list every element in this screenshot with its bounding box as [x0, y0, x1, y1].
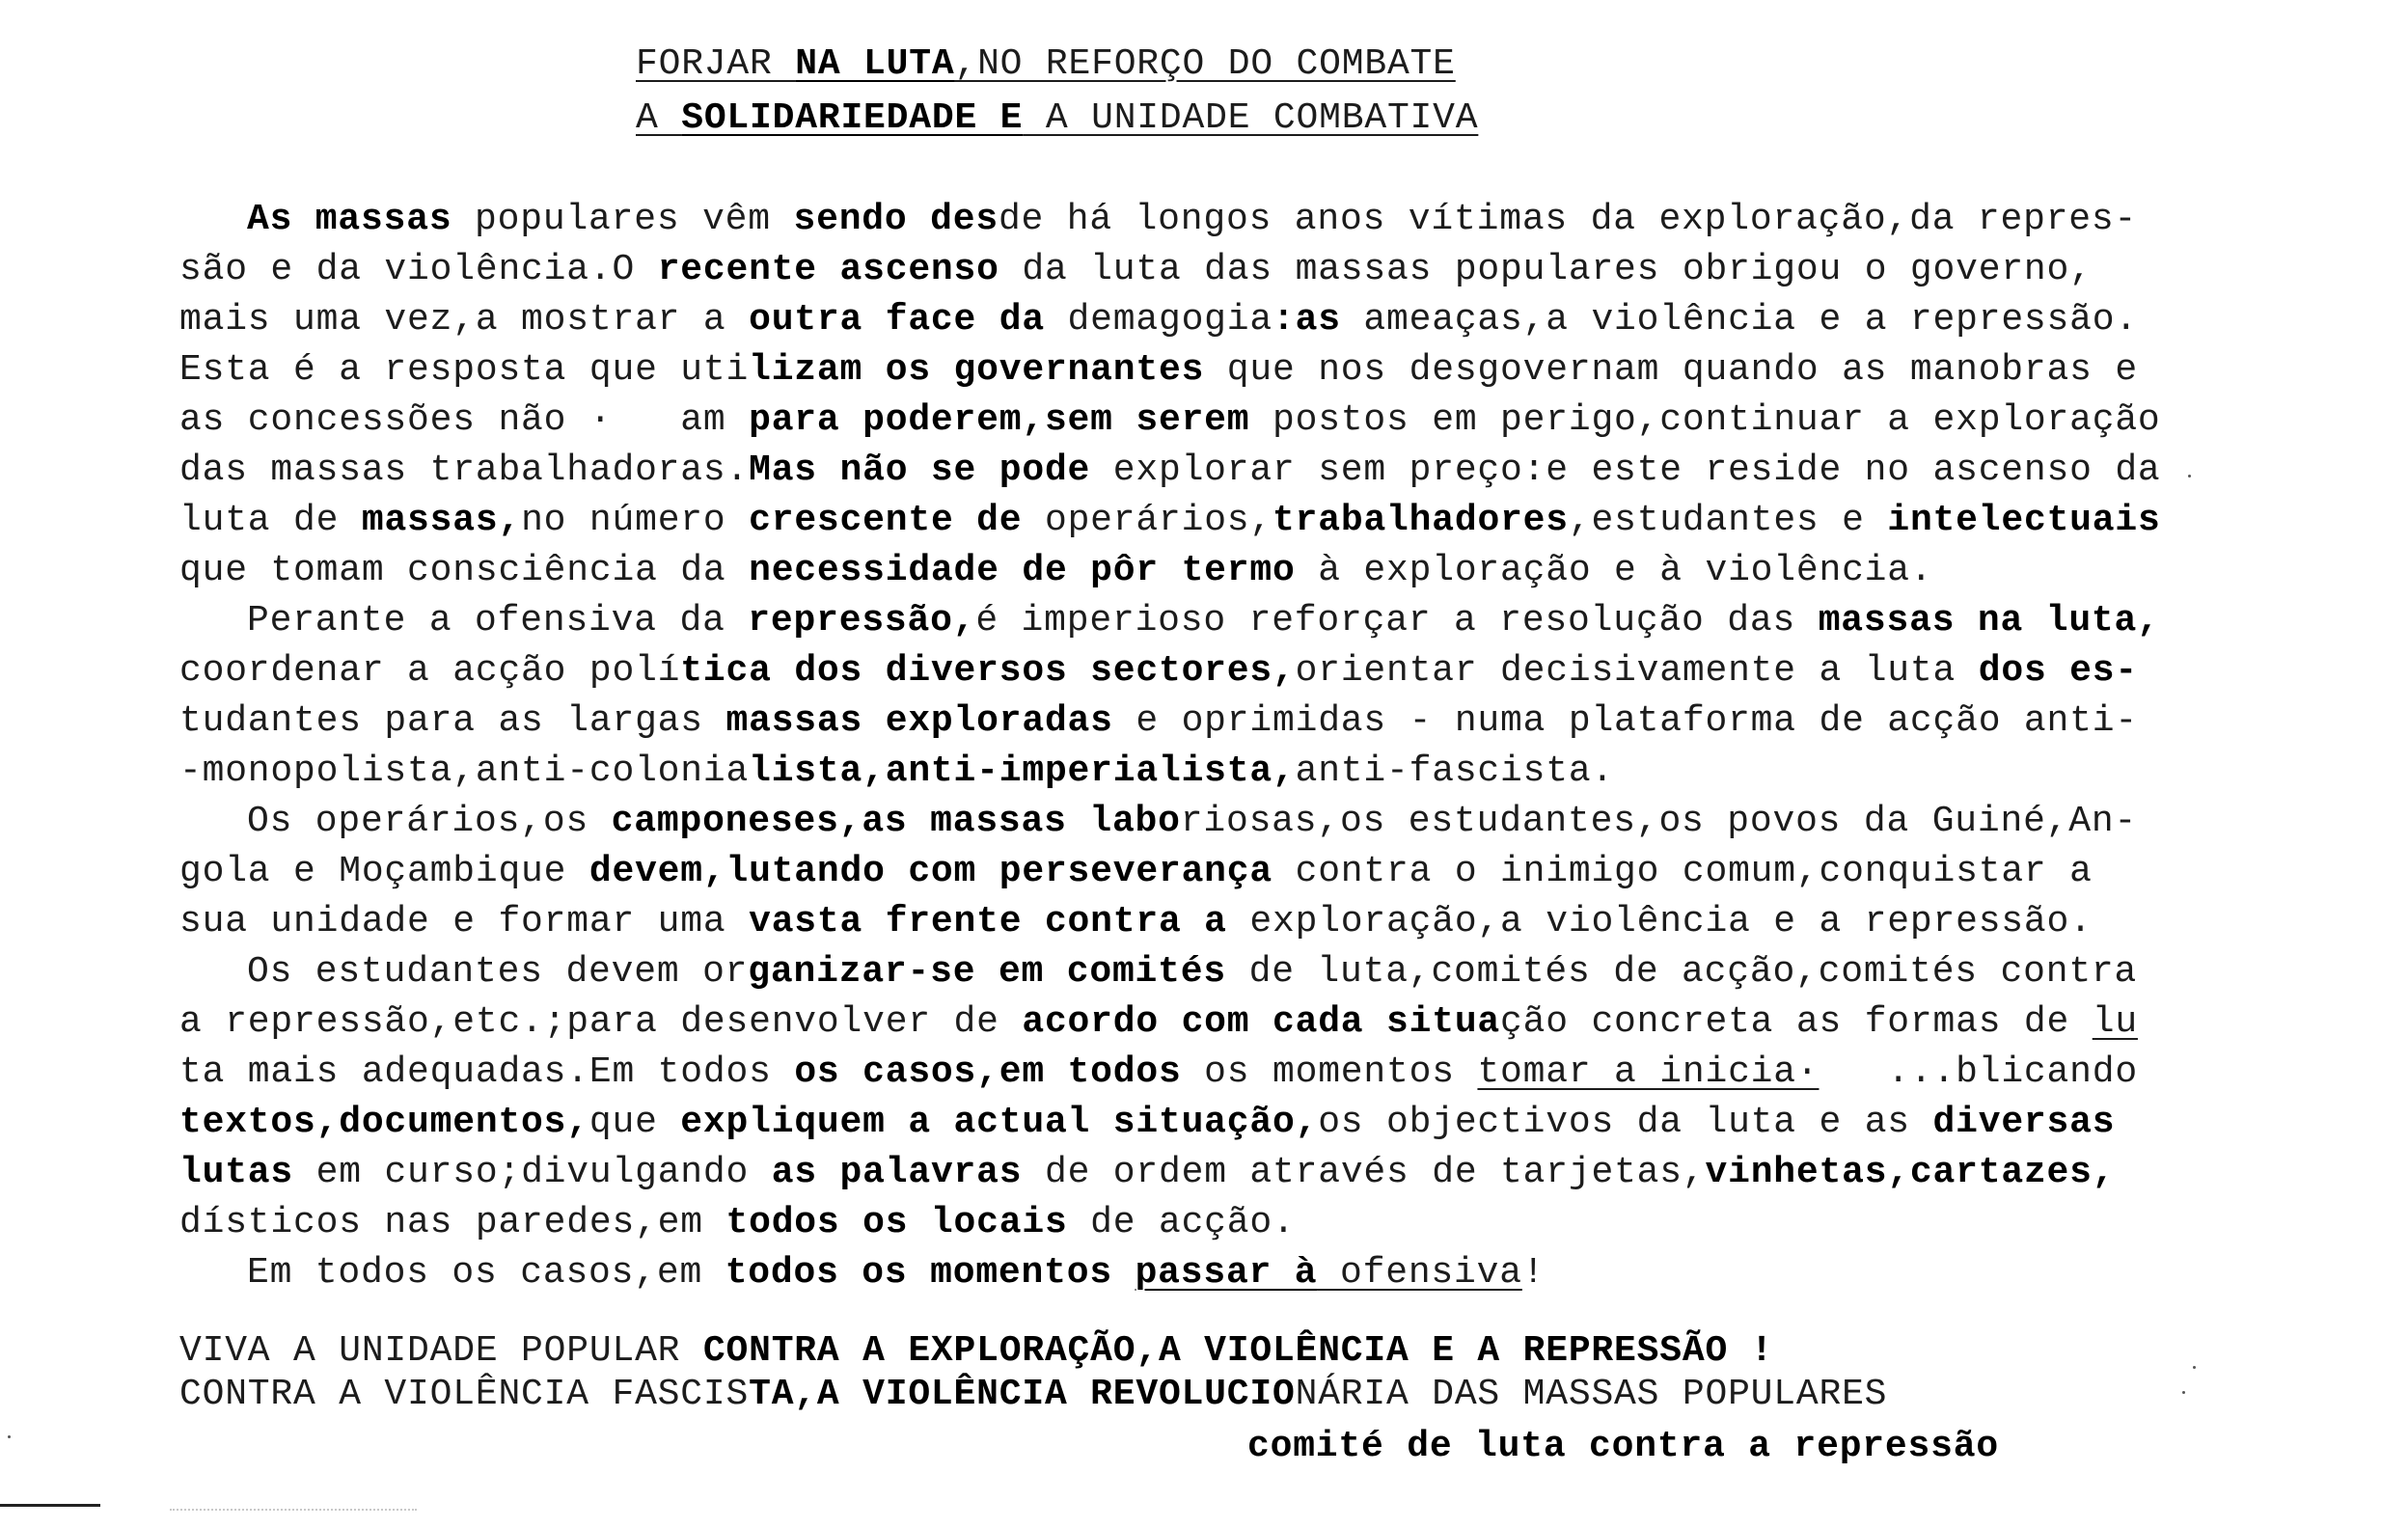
document-body — [179, 195, 2161, 1298]
paragraph-5 — [179, 1248, 2161, 1298]
text-run: é imperioso reforçar a resolução das — [975, 600, 1819, 641]
text-run: a repressão,etc.;para desenvolver de — [179, 1001, 1023, 1043]
text-run: Perante a ofensiva da — [247, 600, 749, 641]
text-run: em curso;divulgando — [293, 1152, 772, 1193]
scan-mark-line — [0, 1504, 100, 1507]
paragraph-1 — [179, 195, 2161, 596]
underlined-text: ,NO REFORÇO DO COMBATE — [954, 43, 1456, 85]
text-run: gola e Moçambique — [179, 851, 589, 892]
bold-text: repressão, — [748, 600, 976, 641]
body-line — [179, 496, 2161, 546]
text-run: luta de — [179, 500, 362, 541]
closing-slogans — [179, 1329, 1887, 1416]
slogan-line — [179, 1329, 1887, 1373]
text-run: exploração,a violência e a repressão. — [1226, 901, 2093, 942]
text-run: dísticos nas paredes,em — [179, 1202, 726, 1243]
text-run: de ordem através de tarjetas, — [1022, 1152, 1706, 1193]
bold-text: expliquem a actual situação, — [680, 1102, 1319, 1143]
scan-mark-dot — [2193, 1366, 2196, 1369]
bold-text: para poderem,sem serem — [749, 399, 1250, 441]
bold-text: lista,anti-imperialista, — [749, 750, 1296, 792]
body-line — [179, 947, 2161, 997]
scan-mark-dot — [2188, 475, 2191, 478]
underlined-text: ofensiva — [1317, 1252, 1522, 1294]
text-run: de luta,comités de acção,comités contra — [1225, 951, 2138, 993]
body-line — [179, 596, 2161, 646]
bold-text: acordo com cada situa — [1022, 1001, 1501, 1043]
bold-text: trabalhadores — [1272, 500, 1569, 541]
text-run: orientar decisivamente a luta — [1295, 650, 1979, 692]
text-run: da luta das massas populares obrigou o governo, — [999, 249, 2093, 290]
text-run: populares vêm — [452, 199, 794, 240]
text-run: demagogia — [1044, 299, 1272, 341]
text-run: as concessões não · am — [179, 399, 750, 441]
body-line — [179, 1248, 2161, 1298]
text-run: ...blicando — [1819, 1051, 2138, 1093]
text-run: Esta é a resposta que uti — [179, 349, 750, 391]
underlined-text: FORJAR — [636, 43, 796, 85]
underlined-text: passar à — [1135, 1252, 1318, 1294]
document-title — [636, 38, 1478, 146]
text-run: ! — [1521, 1252, 1546, 1294]
bold-text: CONTRA A EXPLORAÇÃO,A VIOLÊNCIA E A REPRESSÃO ! — [702, 1330, 1774, 1372]
text-run: e oprimidas - numa plataforma de acção anti- — [1112, 700, 2138, 742]
text-run: de acção. — [1067, 1202, 1296, 1243]
bold-text: camponeses,as massas labo — [611, 801, 1181, 842]
paragraph-4 — [179, 947, 2161, 1248]
body-line — [179, 446, 2161, 496]
text-run: que nos desgovernam quando as manobras e — [1204, 349, 2138, 391]
text-run: ta mais adequadas.Em todos — [179, 1051, 795, 1093]
text-run: ção concreta as formas de — [1500, 1001, 2093, 1043]
underlined-text: tomar a inicia· — [1477, 1051, 1820, 1093]
bold-text: massas exploradas — [725, 700, 1113, 742]
bold-text: dos es- — [1978, 650, 2138, 692]
text-run: são e da violência.O — [179, 249, 658, 290]
text-run: operários, — [1022, 500, 1273, 541]
text-run: no número — [521, 500, 750, 541]
text-run: VIVA A UNIDADE POPULAR — [179, 1330, 703, 1372]
bold-text: as palavras — [771, 1152, 1023, 1193]
body-line — [179, 897, 2161, 947]
body-line — [179, 747, 2161, 797]
underlined-text: NA LUTA — [795, 43, 955, 85]
scan-mark-dot — [2182, 1391, 2185, 1394]
text-run: de há longos anos vítimas da exploração,da repres- — [998, 199, 2138, 240]
underlined-text: A UNIDADE COMBATIVA — [1023, 97, 1479, 139]
body-line — [179, 797, 2161, 847]
body-line — [179, 1198, 2161, 1248]
text-run: coordenar a acção polí — [179, 650, 681, 692]
body-line — [179, 997, 2161, 1048]
body-line — [179, 847, 2161, 897]
bold-text: tica dos diversos sectores, — [680, 650, 1296, 692]
text-run: os objectivos da luta e as — [1318, 1102, 1933, 1143]
text-run: CONTRA A VIOLÊNCIA FASCIS — [179, 1374, 750, 1415]
text-run: os momentos — [1181, 1051, 1478, 1093]
body-line — [179, 696, 2161, 747]
text-run: que tomam consciência da — [179, 550, 750, 591]
bold-text: devem,lutando com perseverança — [588, 851, 1272, 892]
text-run: Os estudantes devem or — [247, 951, 749, 993]
text-run: ameaças,a violência e a repressão. — [1340, 299, 2138, 341]
underlined-text: A — [636, 97, 682, 139]
bold-text: recente ascenso — [657, 249, 999, 290]
text-run: NÁRIA DAS MASSAS POPULARES — [1295, 1374, 1888, 1415]
bold-text: :as — [1272, 299, 1341, 341]
scan-mark-dot — [8, 1435, 11, 1438]
scan-mark-dotted — [170, 1509, 417, 1511]
bold-text: vasta frente contra a — [749, 901, 1227, 942]
bold-text: textos,documentos, — [179, 1102, 589, 1143]
bold-text: outra face da — [749, 299, 1045, 341]
bold-text: todos os locais — [725, 1202, 1068, 1243]
bold-text: os casos,em todos — [794, 1051, 1182, 1093]
text-run: Os operários,os — [247, 801, 612, 842]
bold-text: massas, — [361, 500, 522, 541]
paragraph-2 — [179, 596, 2161, 797]
text-run: das massas trabalhadoras. — [179, 450, 750, 491]
bold-text: Mas não se pode — [749, 450, 1091, 491]
bold-text: todos os momentos — [725, 1252, 1136, 1294]
bold-text: TA,A VIOLÊNCIA REVOLUCIO — [749, 1374, 1296, 1415]
text-run: Em todos os casos,em — [247, 1252, 725, 1294]
body-line — [179, 646, 2161, 696]
body-line — [179, 1148, 2161, 1198]
body-line — [179, 1048, 2161, 1098]
bold-text: massas na luta, — [1818, 600, 2160, 641]
bold-text: necessidade de pôr termo — [749, 550, 1296, 591]
bold-text: ganizar-se em comités — [748, 951, 1226, 993]
body-line — [179, 295, 2161, 345]
text-run: ,estudantes e — [1568, 500, 1888, 541]
paragraph-3 — [179, 797, 2161, 947]
bold-text: lutas — [179, 1152, 294, 1193]
body-line — [179, 345, 2161, 396]
underlined-text: lu — [2092, 1001, 2138, 1043]
text-run: sua unidade e formar uma — [179, 901, 750, 942]
title-line — [636, 38, 1478, 92]
slogan-line — [179, 1373, 1887, 1416]
body-line — [179, 396, 2161, 446]
body-line — [179, 195, 2161, 245]
signature: comité de luta contra a repressão — [1247, 1426, 1999, 1467]
text-run: -monopolista,anti-colonia — [179, 750, 750, 792]
text-run: riosas,os estudantes,os povos da Guiné,An- — [1180, 801, 2138, 842]
underlined-text: SOLIDARIEDADE E — [681, 97, 1024, 139]
bold-text: diversas — [1932, 1102, 2116, 1143]
bold-text: As massas — [247, 199, 452, 240]
bold-text: vinhetas,cartazes, — [1705, 1152, 2116, 1193]
body-line — [179, 546, 2161, 596]
bold-text: crescente de — [749, 500, 1023, 541]
body-line — [179, 245, 2161, 295]
text-run: anti-fascista. — [1295, 750, 1615, 792]
title-line — [636, 92, 1478, 146]
bold-text: lizam os governantes — [749, 349, 1205, 391]
text-run: contra o inimigo comum,conquistar a — [1272, 851, 2093, 892]
text-run: postos em perigo,continuar a exploração — [1249, 399, 2161, 441]
text-run: à exploração e à violência. — [1295, 550, 1933, 591]
text-run: mais uma vez,a mostrar a — [179, 299, 750, 341]
text-run: tudantes para as largas — [179, 700, 726, 742]
bold-text: sendo des — [793, 199, 999, 240]
text-run: explorar sem preço:e este reside no ascenso da — [1090, 450, 2161, 491]
bold-text: intelectuais — [1887, 500, 2161, 541]
body-line — [179, 1098, 2161, 1148]
text-run: que — [588, 1102, 681, 1143]
